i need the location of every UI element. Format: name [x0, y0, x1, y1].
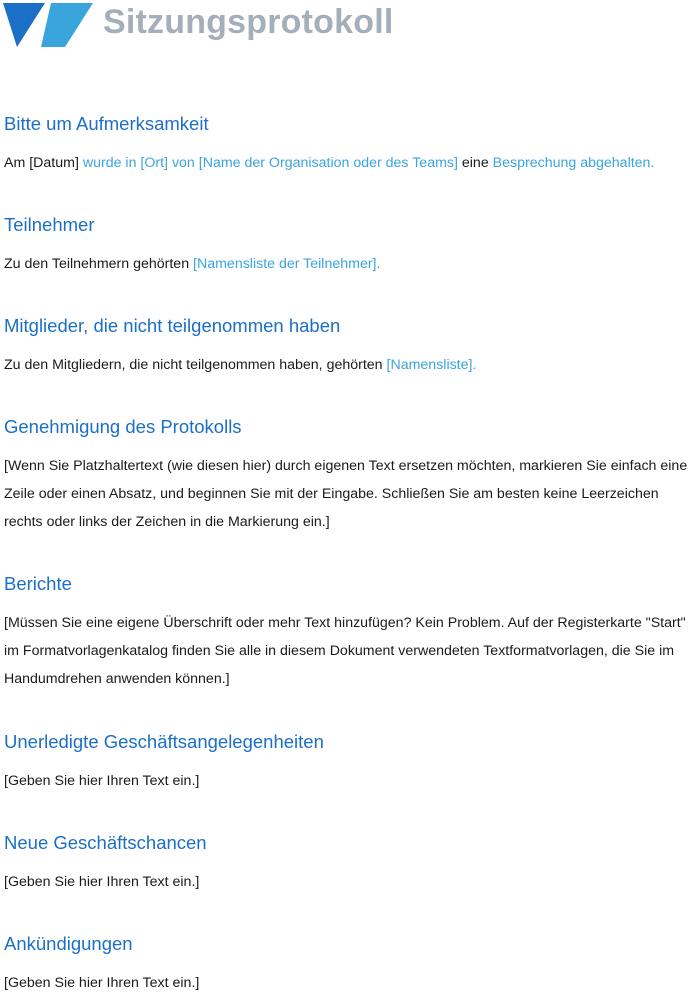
paragraph-unfinished-business[interactable]: [Geben Sie hier Ihren Text ein.] — [4, 773, 200, 789]
text-run: Zu den Teilnehmern gehörten — [4, 256, 194, 272]
heading-new-opportunities[interactable]: Neue Geschäftschancen — [4, 832, 207, 853]
heading-absent-members[interactable]: Mitglieder, die nicht teilgenommen haben — [4, 315, 341, 336]
heading-reports[interactable]: Berichte — [4, 573, 72, 594]
document-header — [0, 0, 695, 50]
logo-icon — [3, 3, 93, 47]
paragraph-new-opportunities[interactable]: [Geben Sie hier Ihren Text ein.] — [4, 874, 200, 890]
paragraph-reports[interactable]: [Müssen Sie eine eigene Überschrift oder mehr Text hinzufügen? Kein Problem. Auf der Registerkarte "Start" im Formatvorlagenkatalog finden Sie alle in diesem Dokument verwendeten Textformatvorlagen, die Sie im Handumdrehen anwenden können.] — [4, 615, 686, 687]
document-title[interactable]: Sitzungsprotokoll — [103, 3, 394, 41]
paragraph-announcements[interactable]: [Geben Sie hier Ihren Text ein.] — [4, 975, 200, 991]
heading-participants[interactable]: Teilnehmer — [4, 214, 95, 235]
heading-attention[interactable]: Bitte um Aufmerksamkeit — [4, 113, 209, 134]
paragraph-participants[interactable] — [4, 250, 692, 278]
paragraph-absent-members[interactable] — [4, 351, 692, 379]
placeholder-run[interactable]: [Namensliste]. — [386, 357, 477, 373]
heading-announcements[interactable]: Ankündigungen — [4, 933, 133, 954]
paragraph-approval[interactable]: [Wenn Sie Platzhaltertext (wie diesen hier) durch eigenen Text ersetzen möchten, markieren Sie einfach eine Zeile oder einen Absatz, und beginnen Sie mit der Eingabe. Schließen Sie am besten keine Leerzeichen rechts oder links der Zeichen in die Markierung ein.] — [4, 458, 688, 530]
text-run: Zu den Mitgliedern, die nicht teilgenommen haben, gehörten — [4, 357, 387, 373]
placeholder-run[interactable]: [Namensliste der Teilnehmer]. — [193, 256, 381, 272]
text-run: eine — [457, 155, 493, 171]
paragraph-attention[interactable] — [4, 149, 692, 177]
placeholder-run[interactable]: Besprechung abgehalten. — [492, 155, 655, 171]
heading-unfinished-business[interactable]: Unerledigte Geschäftsangelegenheiten — [4, 731, 324, 752]
placeholder-run[interactable]: wurde in [Ort] von [Name der Organisation oder des Teams] — [82, 155, 458, 171]
text-run: Am [Datum] — [4, 155, 83, 171]
heading-approval[interactable]: Genehmigung des Protokolls — [4, 416, 242, 437]
